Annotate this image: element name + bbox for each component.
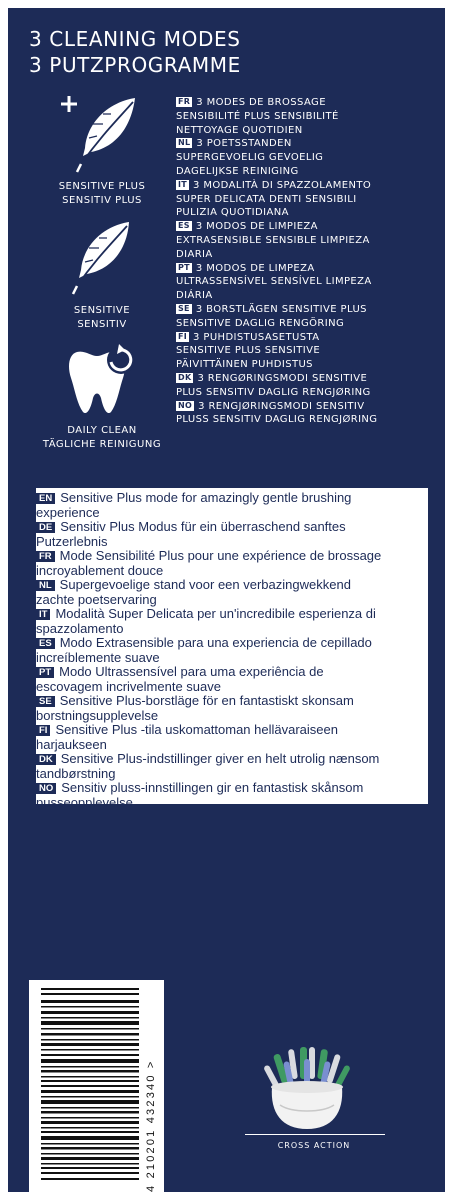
language-tag: FI <box>36 725 50 736</box>
mode-row: DK 3 RENGØRINGSMODI SENSITIVE <box>178 372 368 384</box>
mode-row: DIARIA <box>176 248 213 260</box>
brush-head-label: CROSS ACTION <box>277 1141 351 1150</box>
mode-row: NETTOYAGE QUOTIDIEN <box>176 124 303 136</box>
language-tag: IT <box>36 609 50 620</box>
mode-row: PULIZIA QUOTIDIANA <box>176 207 289 219</box>
icon-label-line1: DAILY CLEAN <box>67 425 137 436</box>
barcode-bars <box>29 980 164 1192</box>
claim-line: NL Supergevoelige stand voor een verbazingwekkend <box>36 578 428 593</box>
feather-plus-icon <box>47 90 157 180</box>
mode-row: DAGELIJKSE REINIGING <box>176 165 299 177</box>
claim-line: spazzolamento <box>36 621 124 636</box>
mode-row: PT 3 MODOS DE LIMPEZA <box>178 262 315 274</box>
icon-label-line1: SENSITIVE <box>73 305 131 316</box>
icon-label-line2: SENSITIV <box>77 319 127 330</box>
claim-line: FR Mode Sensibilité Plus pour une expérience de brossage <box>36 549 428 564</box>
modes-translations <box>176 96 438 427</box>
icon-label-line1: SENSITIVE PLUS <box>58 181 146 192</box>
mode-row: ES 3 MODOS DE LIMPIEZA <box>178 221 318 233</box>
barcode-number: 4 210201 432340 > <box>145 1059 157 1192</box>
claim-line: escovagem incrivelmente suave <box>36 679 221 694</box>
mode-row: NO 3 RENGJØRINGSMODI SENSITIV <box>178 400 365 412</box>
claim-line: pusseopplevelse <box>36 795 133 810</box>
language-tag: IT <box>178 179 188 189</box>
mode-row: FR 3 MODES DE BROSSAGE <box>178 97 326 108</box>
mode-row: FI 3 PUHDISTUSASETUSTA <box>178 331 320 343</box>
claim-line: PT Modo Ultrassensível para uma experiência de <box>36 665 428 680</box>
claims-translations <box>36 491 428 810</box>
language-tag: ES <box>36 638 55 649</box>
claim-line: zachte poetservaring <box>36 592 157 607</box>
mode-row: IT 3 MODALITÀ DI SPAZZOLAMENTO <box>178 179 372 191</box>
language-tag: ES <box>178 221 190 231</box>
language-tag: NO <box>178 400 193 410</box>
language-tag: FR <box>36 551 55 562</box>
mode-sensitive <box>22 218 182 332</box>
mode-row: NL 3 POETSSTANDEN <box>178 138 292 150</box>
claim-line: EN Sensitive Plus mode for amazingly gentle brushing <box>36 491 428 506</box>
language-tag: DE <box>36 522 55 533</box>
language-tag: NO <box>36 783 56 794</box>
mode-daily-clean <box>22 338 182 452</box>
claim-line: IT Modalità Super Delicata per un'incredibile esperienza di <box>36 607 428 622</box>
mode-row: DIÁRIA <box>176 290 213 302</box>
language-tag: EN <box>36 493 55 504</box>
icon-label-line2: TÄGLICHE REINIGUNG <box>42 439 162 450</box>
language-tag: PT <box>36 667 54 678</box>
title-en: 3 CLEANING MODES <box>29 27 241 51</box>
brush-head <box>252 1043 362 1137</box>
mode-row: ULTRASSENSÍVEL SENSÍVEL LIMPEZA <box>176 276 372 288</box>
claim-line: Putzerlebnis <box>36 534 108 549</box>
mode-row: SUPERGEVOELIG GEVOELIG <box>176 152 324 164</box>
claim-line: tandbørstning <box>36 766 116 781</box>
language-tag: DK <box>178 372 192 382</box>
divider <box>245 1134 385 1135</box>
mode-row: SE 3 BORSTLÄGEN SENSITIVE PLUS <box>178 303 367 315</box>
claim-line: experience <box>36 505 100 520</box>
tooth-refresh-icon <box>47 338 157 418</box>
language-tag: NL <box>36 580 55 591</box>
language-tag: PT <box>178 262 190 272</box>
feather-icon <box>47 218 157 298</box>
claim-line: NO Sensitiv pluss-innstillingen gir en fantastisk skånsom <box>36 781 428 796</box>
mode-row: PÄIVITTÄINEN PUHDISTUS <box>176 359 313 371</box>
language-tag: DK <box>36 754 56 765</box>
language-tag: SE <box>36 696 55 707</box>
claim-line: incroyablement douce <box>36 563 164 578</box>
language-tag: FI <box>178 331 188 341</box>
mode-row: PLUS SENSITIV DAGLIG RENGJØRING <box>176 386 371 398</box>
claim-line: ES Modo Extrasensible para una experiencia de cepillado <box>36 636 428 651</box>
claim-line: FI Sensitive Plus -tila uskomattoman hellävaraiseen <box>36 723 428 738</box>
claim-line: increíblemente suave <box>36 650 160 665</box>
claim-line: harjaukseen <box>36 737 107 752</box>
mode-row: SENSITIVE PLUS SENSITIVE <box>176 345 321 357</box>
mode-row: PLUSS SENSITIV DAGLIG RENGJØRING <box>176 414 378 426</box>
language-tag: FR <box>178 97 191 106</box>
mode-row: SUPER DELICATA DENTI SENSIBILI <box>176 193 357 205</box>
barcode <box>29 980 164 1192</box>
mode-row: SENSITIVE DAGLIG RENGÖRING <box>176 317 345 329</box>
mode-row: EXTRASENSIBLE SENSIBLE LIMPIEZA <box>176 234 370 246</box>
mode-row: SENSIBILITÉ PLUS SENSIBILITÉ <box>176 110 339 122</box>
icon-label-line2: SENSITIV PLUS <box>62 195 142 206</box>
title-de: 3 PUTZPROGRAMME <box>29 53 241 77</box>
claim-line: DE Sensitiv Plus Modus für ein überraschend sanftes <box>36 520 428 535</box>
language-tag: SE <box>178 303 190 313</box>
claim-line: borstningsupplevelse <box>36 708 159 723</box>
language-tag: NL <box>178 138 191 148</box>
claim-line: SE Sensitive Plus-borstläge för en fantastiskt skonsam <box>36 694 428 709</box>
brush-head-icon <box>252 1043 362 1133</box>
mode-sensitive-plus <box>22 90 182 208</box>
package-panel <box>8 8 445 1192</box>
claim-line: DK Sensitive Plus-indstillinger giver en helt utrolig nænsom <box>36 752 428 767</box>
